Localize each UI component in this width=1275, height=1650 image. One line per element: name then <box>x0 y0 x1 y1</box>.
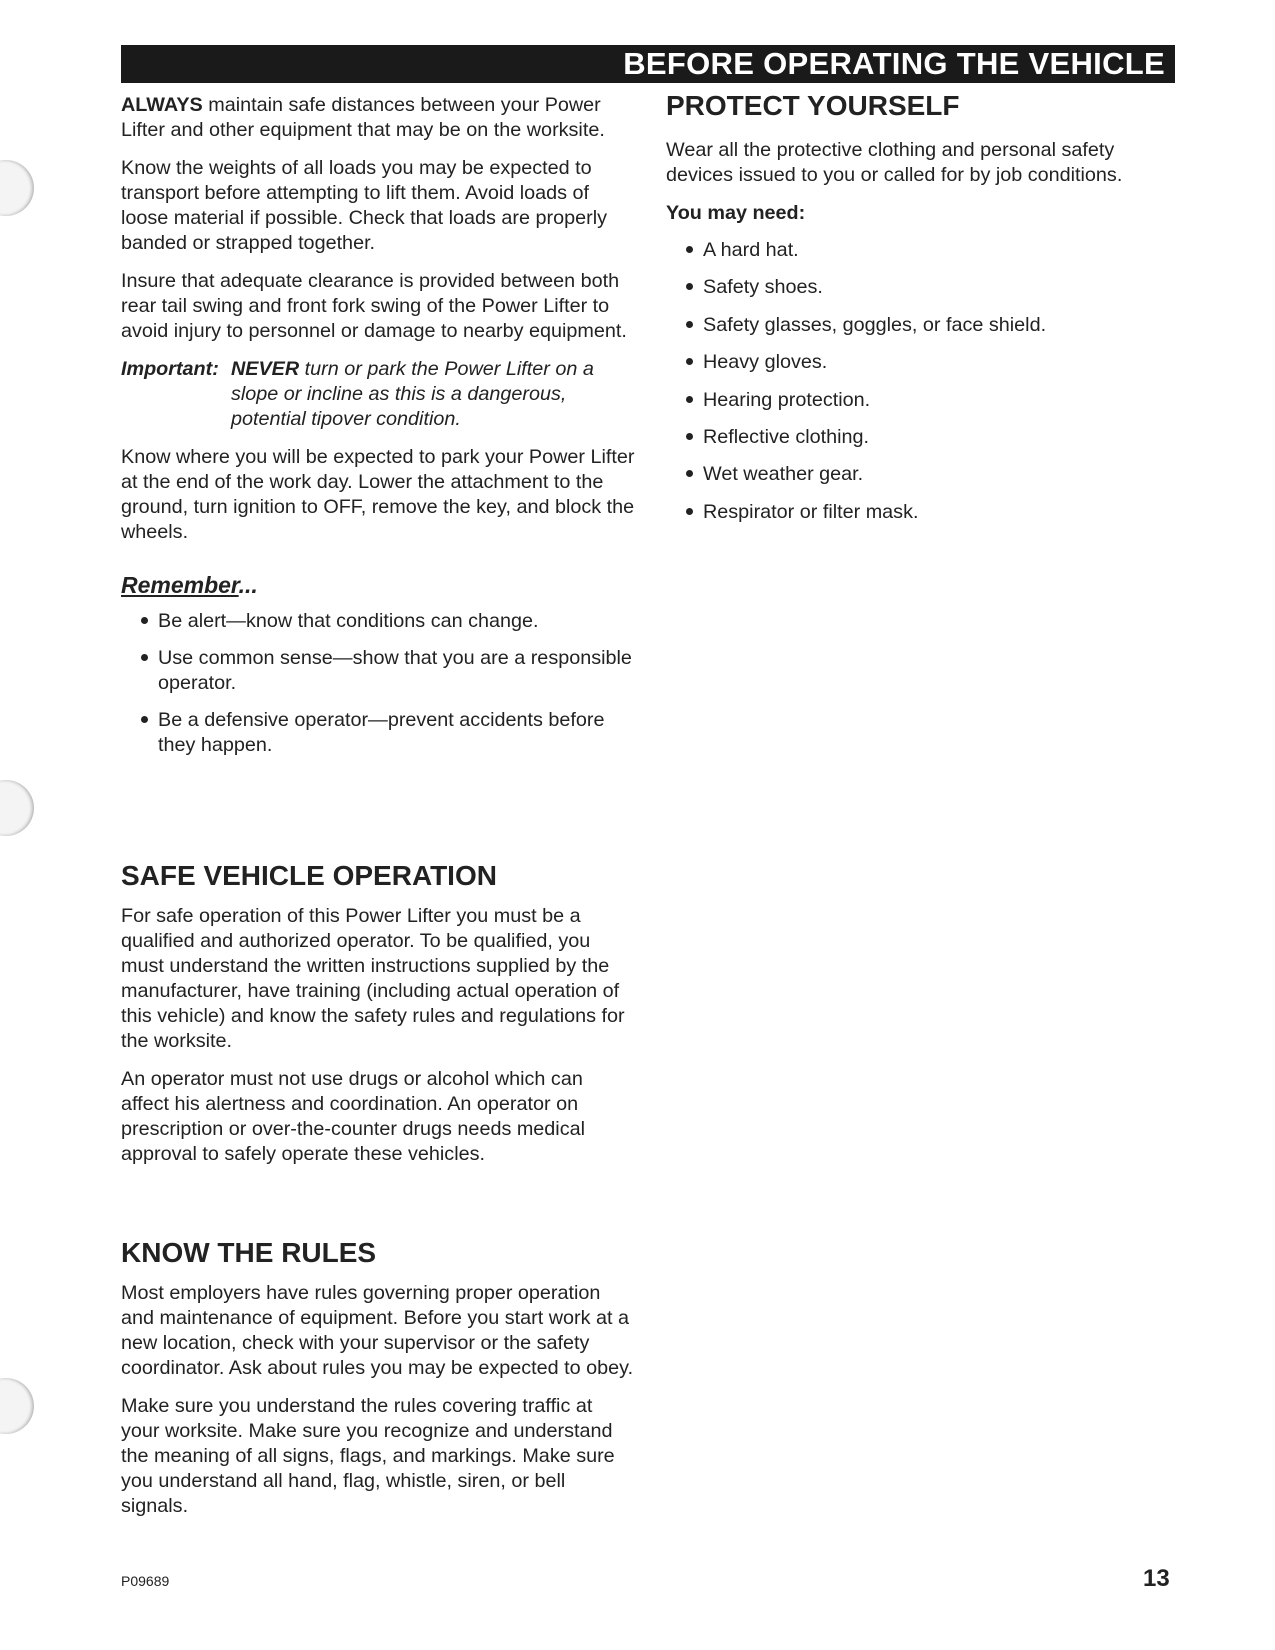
list-item: Safety glasses, goggles, or face shield. <box>666 313 1176 338</box>
paragraph-safe-distances <box>121 93 636 143</box>
list-item: Be a defensive operator—prevent accidents before they happen. <box>121 708 636 758</box>
punch-hole-bottom <box>0 1378 34 1434</box>
important-note <box>121 357 636 432</box>
paragraph-qualified-operator: For safe operation of this Power Lifter you must be a qualified and authorized operator. To be qualified, you must understand the written instructions supplied by the manufacturer, have training (including actual operation of this vehicle) and know the safety rules and regulations for the worksite. <box>121 905 625 1052</box>
paragraph-traffic-rules: Make sure you understand the rules covering traffic at your worksite. Make sure you recognize and understand the meaning of all signs, flags, and markings. Make sure you understand all hand, flag, whistle, siren, or bell signals. <box>121 1395 615 1517</box>
paragraph-parking: Know where you will be expected to park your Power Lifter at the end of the work day. Lower the attachment to the ground, turn ignition to OFF, remove the key, and block the wheels. <box>121 446 635 543</box>
remember-heading <box>121 571 636 599</box>
document-code: P09689 <box>121 1573 170 1589</box>
section-heading-know-rules: KNOW THE RULES <box>121 1237 377 1268</box>
paragraph-protective-clothing: Wear all the protective clothing and personal safety devices issued to you or called for by job conditions. <box>666 139 1123 186</box>
list-item: A hard hat. <box>666 238 1176 263</box>
list-item: Be alert—know that conditions can change. <box>121 609 636 634</box>
list-item: Wet weather gear. <box>666 462 1176 487</box>
section-heading-safe-operation: SAFE VEHICLE OPERATION <box>121 860 497 891</box>
remember-ellipsis: ... <box>238 572 258 598</box>
paragraph-drugs-alcohol: An operator must not use drugs or alcohol which can affect his alertness and coordination. An operator on prescription or over-the-counter drugs needs medical approval to safely operate these vehicles. <box>121 1068 585 1165</box>
paragraph-clearance: Insure that adequate clearance is provided between both rear tail swing and front fork swing of the Power Lifter to avoid injury to personnel or damage to nearby equipment. <box>121 270 627 342</box>
page-number: 13 <box>1143 1565 1170 1592</box>
know-the-rules-section <box>121 1237 636 1532</box>
paragraph-load-weights: Know the weights of all loads you may be expected to transport before attempting to lift them. Avoid loads of loose material if possible. Check that loads are properly banded or strapped together. <box>121 157 607 254</box>
remember-list <box>121 609 636 758</box>
punch-hole-middle <box>0 780 34 836</box>
right-column <box>666 90 1176 537</box>
section-heading-protect-yourself: PROTECT YOURSELF <box>666 90 960 121</box>
punch-hole-top <box>0 160 34 216</box>
never-emphasis: NEVER <box>231 358 300 380</box>
protective-gear-list <box>666 238 1176 525</box>
list-item: Hearing protection. <box>666 388 1176 413</box>
list-item: Safety shoes. <box>666 275 1176 300</box>
safe-vehicle-operation-section <box>121 860 636 1180</box>
list-item: Heavy gloves. <box>666 350 1176 375</box>
section-header-bar <box>121 45 1175 83</box>
list-item: Respirator or filter mask. <box>666 500 1176 525</box>
important-text <box>231 357 636 432</box>
important-rest: turn or park the Power Lifter on a slope or incline as this is a dangerous, potential tipover condition. <box>231 358 594 430</box>
section-header-title: BEFORE OPERATING THE VEHICLE <box>623 46 1165 81</box>
paragraph-employer-rules: Most employers have rules governing proper operation and maintenance of equipment. Before you start work at a new location, check with your supervisor or the safety coordinator. Ask about rules you may be expected to obey. <box>121 1282 634 1379</box>
remember-word: Remember <box>121 572 239 598</box>
safe-distances-text: maintain safe distances between your Power Lifter and other equipment that may be on the worksite. <box>121 94 605 141</box>
list-item: Use common sense—show that you are a responsible operator. <box>121 646 636 696</box>
list-item: Reflective clothing. <box>666 425 1176 450</box>
always-emphasis: ALWAYS <box>121 94 203 116</box>
left-column <box>121 93 636 770</box>
you-may-need-label: You may need: <box>666 202 806 224</box>
important-label: Important: <box>121 358 219 380</box>
